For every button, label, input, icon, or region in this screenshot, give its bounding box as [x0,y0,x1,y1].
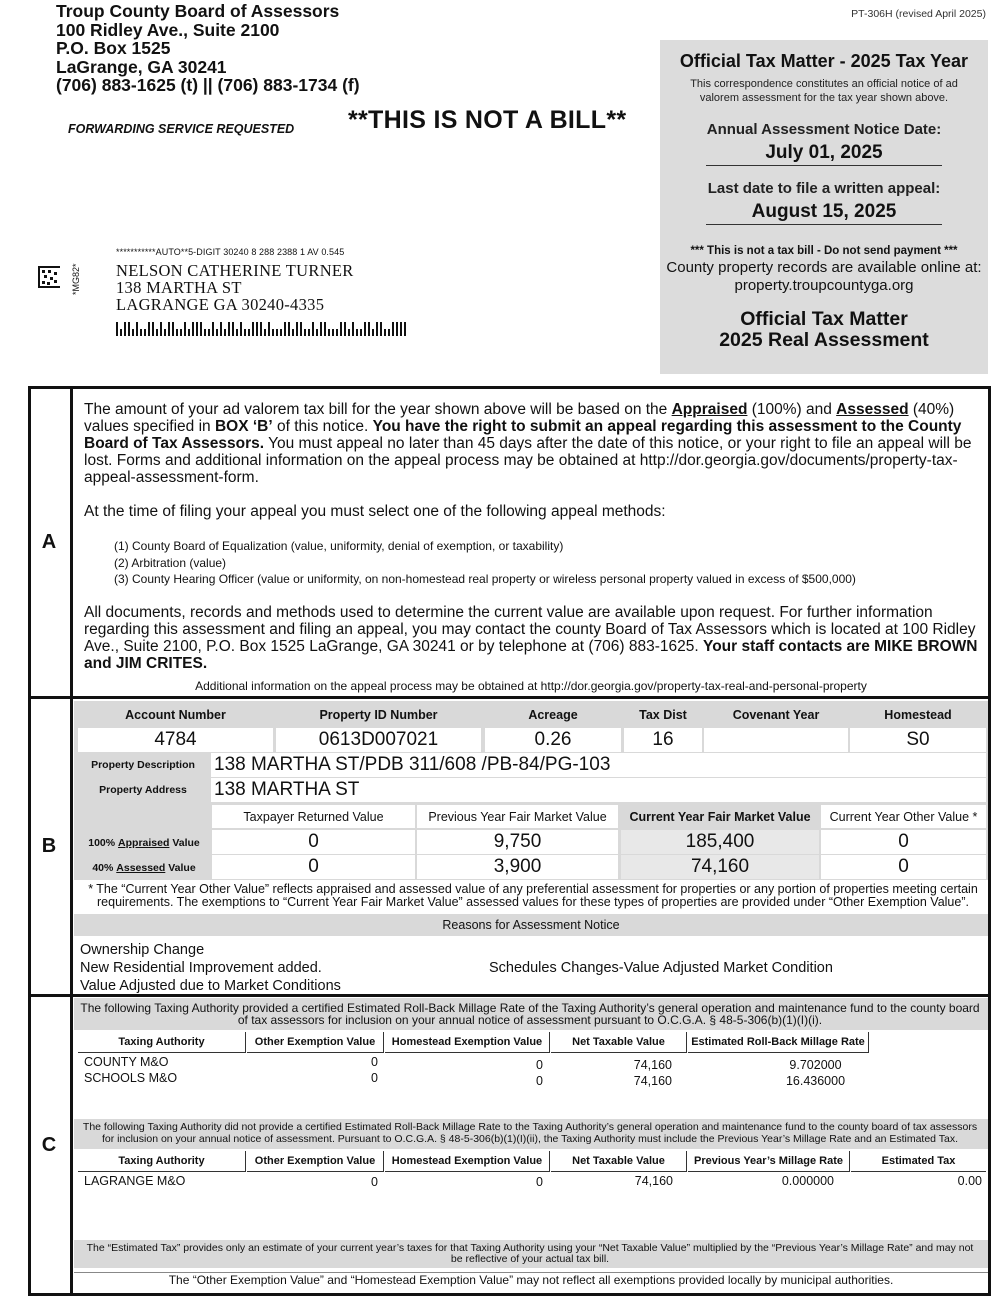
barcode-bar [336,329,338,336]
property-value-cell: 4784 [78,728,273,752]
barcode-bar [204,329,206,336]
table-cell: 16.436000 [785,1074,846,1088]
barcode-bar [288,322,290,336]
text-run: (100%) and [747,401,837,418]
barcode-bar [160,322,162,336]
additional-info-text: Additional information on the appeal process may be obtained at http://dor.georgia.gov/property-tax-real-and-personal-property [195,679,867,693]
column-header: Other Exemption Value [247,1151,384,1172]
barcode-bar [200,322,202,336]
barcode-bar [348,329,350,336]
reasons-title: Reasons for Assessment Notice [74,914,988,936]
text-run: Value [168,862,196,874]
barcode-bar [332,329,334,336]
appeal-date-label: Last date to file a written appeal: [707,180,941,197]
barcode-bar [312,322,314,336]
table-cell: 0 [371,1055,378,1069]
assessed-term: Assessed [836,401,909,418]
assessed-value-cell: 3,900 [417,855,618,879]
section-c-label: C [28,997,73,1293]
notice-title: Official Tax Matter - 2025 Tax Year [679,51,969,71]
mailing-city: LAGRANGE GA 30240-4335 [116,295,325,314]
postal-barcode-icon [116,320,406,336]
notice-date-label: Annual Assessment Notice Date: [706,121,942,138]
column-header: Estimated Roll-Back Millage Rate [688,1032,869,1053]
barcode-bar [240,322,242,336]
barcode-bar [172,322,174,336]
real-assessment-title: 2025 Real Assessment [719,329,929,351]
barcode-bar [224,329,226,336]
appraised-term: Appraised [671,401,748,418]
table-cell: SCHOOLS M&O [84,1071,178,1085]
property-description-value: 138 MARTHA ST/PDB 311/608 /PB-84/PG-103 [211,753,986,777]
assessed-value-cell: 74,160 [621,855,819,879]
column-header: Taxing Authority [78,1032,246,1053]
appraised-value-label [78,832,210,854]
table-cell: 74,160 [634,1174,673,1188]
appraised-value-cell: 0 [821,830,986,854]
barcode-bar [356,329,358,336]
mailing-street: 138 MARTHA ST [116,278,242,297]
barcode-bar [136,322,138,336]
column-header: Property ID Number [319,708,438,722]
appraised-value-cell: 0 [212,830,415,854]
appraised-value-cell: 185,400 [621,830,819,854]
barcode-bar [176,329,178,336]
not-tax-bill-warning: *** This is not a tax bill - Do not send payment *** [690,245,958,257]
barcode-bar [124,322,126,336]
no-rollback-note: The following Taxing Authority did not provide a certified Estimated Roll-Back Millage Rate to the Taxing Authority’s general operation and maintenance fund to the county board of tax assessors for inclusion on your annual notice of assessment. Pursuant to O.C.G.A. § 48-5-306(b)(1)(I)(ii), the Taxing Authority must include the Previous Year’s Millage Rate and an Estimated Tax. [82,1121,978,1145]
table-cell: 0 [536,1074,543,1088]
column-header: Net Taxable Value [551,1032,687,1053]
barcode-bar [212,322,214,336]
official-notice-box [660,40,988,374]
barcode-bar [208,329,210,336]
org-name: Troup County Board of Assessors [56,1,340,21]
list-item: New Residential Improvement added. [80,960,322,976]
list-item: (1) County Board of Equalization (value, uniformity, denial of exemption, or taxability) [114,539,564,553]
table-cell: 74,160 [633,1074,672,1088]
table-cell: LAGRANGE M&O [84,1174,186,1188]
barcode-bar [404,322,406,336]
barcode-bar [364,322,366,336]
barcode-bar [300,322,302,336]
barcode-bar [352,322,354,336]
online-records-url: property.troupcountyga.org [734,277,914,294]
barcode-bar [128,322,130,336]
barcode-bar [292,329,294,336]
barcode-bar [324,322,326,336]
property-address-value: 138 MARTHA ST [211,778,986,802]
barcode-bar [260,322,262,336]
barcode-bar [256,322,258,336]
appeal-date-value: August 15, 2025 [706,201,942,225]
form-id: PT-306H (revised April 2025) [851,8,986,20]
barcode-bar [148,322,150,336]
table-cell: 0.000000 [781,1174,834,1188]
value-column-header: Taxpayer Returned Value [212,805,415,828]
mailing-name: NELSON CATHERINE TURNER [116,261,354,280]
barcode-bar [228,322,230,336]
datamatrix-icon [38,266,60,288]
column-header: Previous Year’s Millage Rate [688,1151,850,1172]
table-cell: 0.00 [957,1174,982,1188]
barcode-bar [132,329,134,336]
table-cell: 0 [371,1071,378,1085]
other-value-footnote: * The “Current Year Other Value” reflects appraised and assessed value of any preferential assessment for properties or any portion of properties meeting certain requirements. The exemptions to “Current Year Fair Market Value” assessed values for these types of properties are provided under “Other Exemption Value”. [88,882,978,909]
barcode-bar [284,322,286,336]
barcode-bar [340,322,342,336]
contact-paragraph [84,604,979,672]
property-value-cell: S0 [850,728,986,752]
column-header: Homestead Exemption Value [385,1151,550,1172]
barcode-bar [388,329,390,336]
barcode-bar [196,322,198,336]
table-cell: 9.702000 [789,1058,842,1072]
barcode-bar [116,322,118,336]
barcode-bar [144,329,146,336]
assessed-value-cell: 0 [212,855,415,879]
barcode-bar [296,322,298,336]
barcode-bar [392,322,394,336]
barcode-bar [192,322,194,336]
column-header: Account Number [125,708,226,722]
table-cell: 0 [536,1175,543,1189]
property-value-cell: 0613D007021 [276,728,481,752]
barcode-bar [276,329,278,336]
text-run: Value [172,837,200,849]
staff-contacts: Your staff contacts are MIKE BROWN and JIM CRITES. [84,638,978,672]
column-header: Estimated Tax [851,1151,986,1172]
barcode-bar [360,329,362,336]
table-cell: 0 [536,1058,543,1072]
barcode-bar [380,322,382,336]
column-header: Tax Dist [639,708,687,722]
text-run: Appraised [118,837,170,849]
appeal-methods-list [114,538,856,588]
barcode-bar [328,329,330,336]
org-po-box: P.O. Box 1525 [56,38,171,58]
barcode-bar [164,329,166,336]
barcode-bar [272,329,274,336]
barcode-bar [280,329,282,336]
official-tax-matter: Official Tax Matter [740,308,908,330]
barcode-bar [168,322,170,336]
text-run: You must appeal no later than 45 days after the date of this notice, or your right to file an appeal will be lost. Forms and additional information on the appeal process may be obtained at http://dor.georgia.gov/documents/property-tax-appeal-assessment-form. [84,435,972,486]
property-address-label: Property Address [99,784,187,796]
barcode-bar [304,329,306,336]
barcode-bar [344,322,346,336]
barcode-bar [216,329,218,336]
appeal-right-bold: You have the right to submit an appeal regarding this assessment to the County Board of Tax Assessors. [84,418,962,452]
barcode-bar [372,329,374,336]
barcode-bar [244,329,246,336]
section-a-label: A [28,389,73,696]
barcode-bar [400,322,402,336]
column-header: Taxing Authority [78,1151,246,1172]
barcode-bar [236,329,238,336]
barcode-bar [232,322,234,336]
assessed-value-label [78,857,210,879]
not-a-bill-banner: **THIS IS NOT A BILL** [348,106,627,134]
column-header: Homestead [884,708,952,722]
list-item: (3) County Hearing Officer (value or uniformity, on non-homestead real property or wireless personal property valued in excess of $500,000) [114,572,856,586]
rollback-certified-note: The following Taxing Authority provided a certified Estimated Roll-Back Millage Rate of the Taxing Authority’s general operation and maintenance fund to the county board of tax assessors for inclusion on your annual notice of assessment pursuant to O.C.G.A. § 48-5-306(b)(1)(I)(i). [80,1001,980,1027]
mailing-address [116,262,354,313]
property-value-cell: 0.26 [485,728,621,752]
barcode-bar [268,322,270,336]
notice-subtitle: This correspondence constitutes an official notice of ad valorem assessment for the tax year shown above. [690,78,958,104]
notice-date-value: July 01, 2025 [706,142,942,166]
reason-schedule-change: Schedules Changes-Value Adjusted Market Condition [489,960,833,976]
barcode-bar [308,329,310,336]
text-run: of this notice. [272,418,373,435]
property-value-cell: 16 [624,728,702,752]
mg-code: *MG82* [71,263,81,295]
reasons-list [80,941,341,995]
section-b-label: B [28,699,73,994]
property-description-label: Property Description [91,759,195,771]
table-cell: 74,160 [633,1058,672,1072]
box-b-ref: BOX ‘B’ [214,418,273,435]
barcode-bar [188,329,190,336]
column-header: Acreage [528,708,578,722]
assessed-value-cell: 0 [821,855,986,879]
forwarding-notice: FORWARDING SERVICE REQUESTED [68,122,295,136]
barcode-bar [396,322,398,336]
appeal-rights-paragraph [84,401,979,486]
value-column-header: Current Year Fair Market Value [621,805,819,828]
exemption-disclaimer: The “Other Exemption Value” and “Homestead Exemption Value” may not reflect all exemptions provided locally by municipal authorities. [74,1272,988,1286]
barcode-bar [320,322,322,336]
online-records-text: County property records are available online at: [666,259,982,276]
barcode-bar [252,322,254,336]
list-item: (2) Arbitration (value) [114,555,227,570]
barcode-bar [140,329,142,336]
barcode-bar [220,322,222,336]
value-column-header: Current Year Other Value * [821,805,986,828]
org-city: LaGrange, GA 30241 [56,56,227,77]
barcode-bar [156,329,158,336]
barcode-bar [264,329,266,336]
divider [28,696,991,699]
text-run: 40% [92,862,114,874]
barcode-bar [368,322,370,336]
list-item: Value Adjusted due to Market Conditions [80,978,341,994]
column-header: Homestead Exemption Value [385,1032,550,1053]
barcode-bar [120,329,122,336]
column-header: Covenant Year [732,708,820,722]
column-header: Net Taxable Value [551,1151,687,1172]
mail-sort-line: ***********AUTO**5-DIGIT 30240 8 288 2388 1 AV 0.545 [116,247,345,257]
table-cell: 0 [371,1175,378,1189]
barcode-bar [248,329,250,336]
barcode-bar [316,329,318,336]
text-run: The amount of your ad valorem tax bill for the year shown above will be based on the [84,401,672,418]
property-value-cell [704,728,848,752]
value-column-header: Previous Year Fair Market Value [417,805,618,828]
barcode-bar [384,329,386,336]
assessor-address-block [56,2,360,95]
barcode-bar [184,322,186,336]
org-street: 100 Ridley Ave., Suite 2100 [56,19,280,40]
text-run: All documents, records and methods used to determine the current value are available upon request. For further information regarding this assessment and filing an appeal, you may contact the county Board of Tax Assessors which is located at 100 Ridley Ave., Suite 2100, P.O. Box 1525 LaGrange, GA 30241 or by telephone at (706) 883-1625. [84,604,976,655]
list-item: Ownership Change [80,942,205,958]
text-run: (40%) values specified in [84,401,955,435]
org-phone: (706) 883-1625 (t) || (706) 883-1734 (f) [56,75,360,95]
table-cell: COUNTY M&O [84,1055,169,1069]
column-header: Other Exemption Value [247,1032,384,1053]
barcode-bar [152,322,154,336]
estimated-tax-note: The “Estimated Tax” provides only an estimate of your current year’s taxes for that Taxing Authority using your “Net Taxable Value” multiplied by the “Previous Year’s Millage Rate” and may not be reflective of your actual tax bill. [86,1242,974,1265]
appeal-methods-intro: At the time of filing your appeal you must select one of the following appeal methods: [84,503,666,520]
text-run: Assessed [116,862,166,874]
barcode-bar [180,329,182,336]
appraised-value-cell: 9,750 [417,830,618,854]
text-run: 100% [88,837,116,849]
barcode-bar [376,322,378,336]
